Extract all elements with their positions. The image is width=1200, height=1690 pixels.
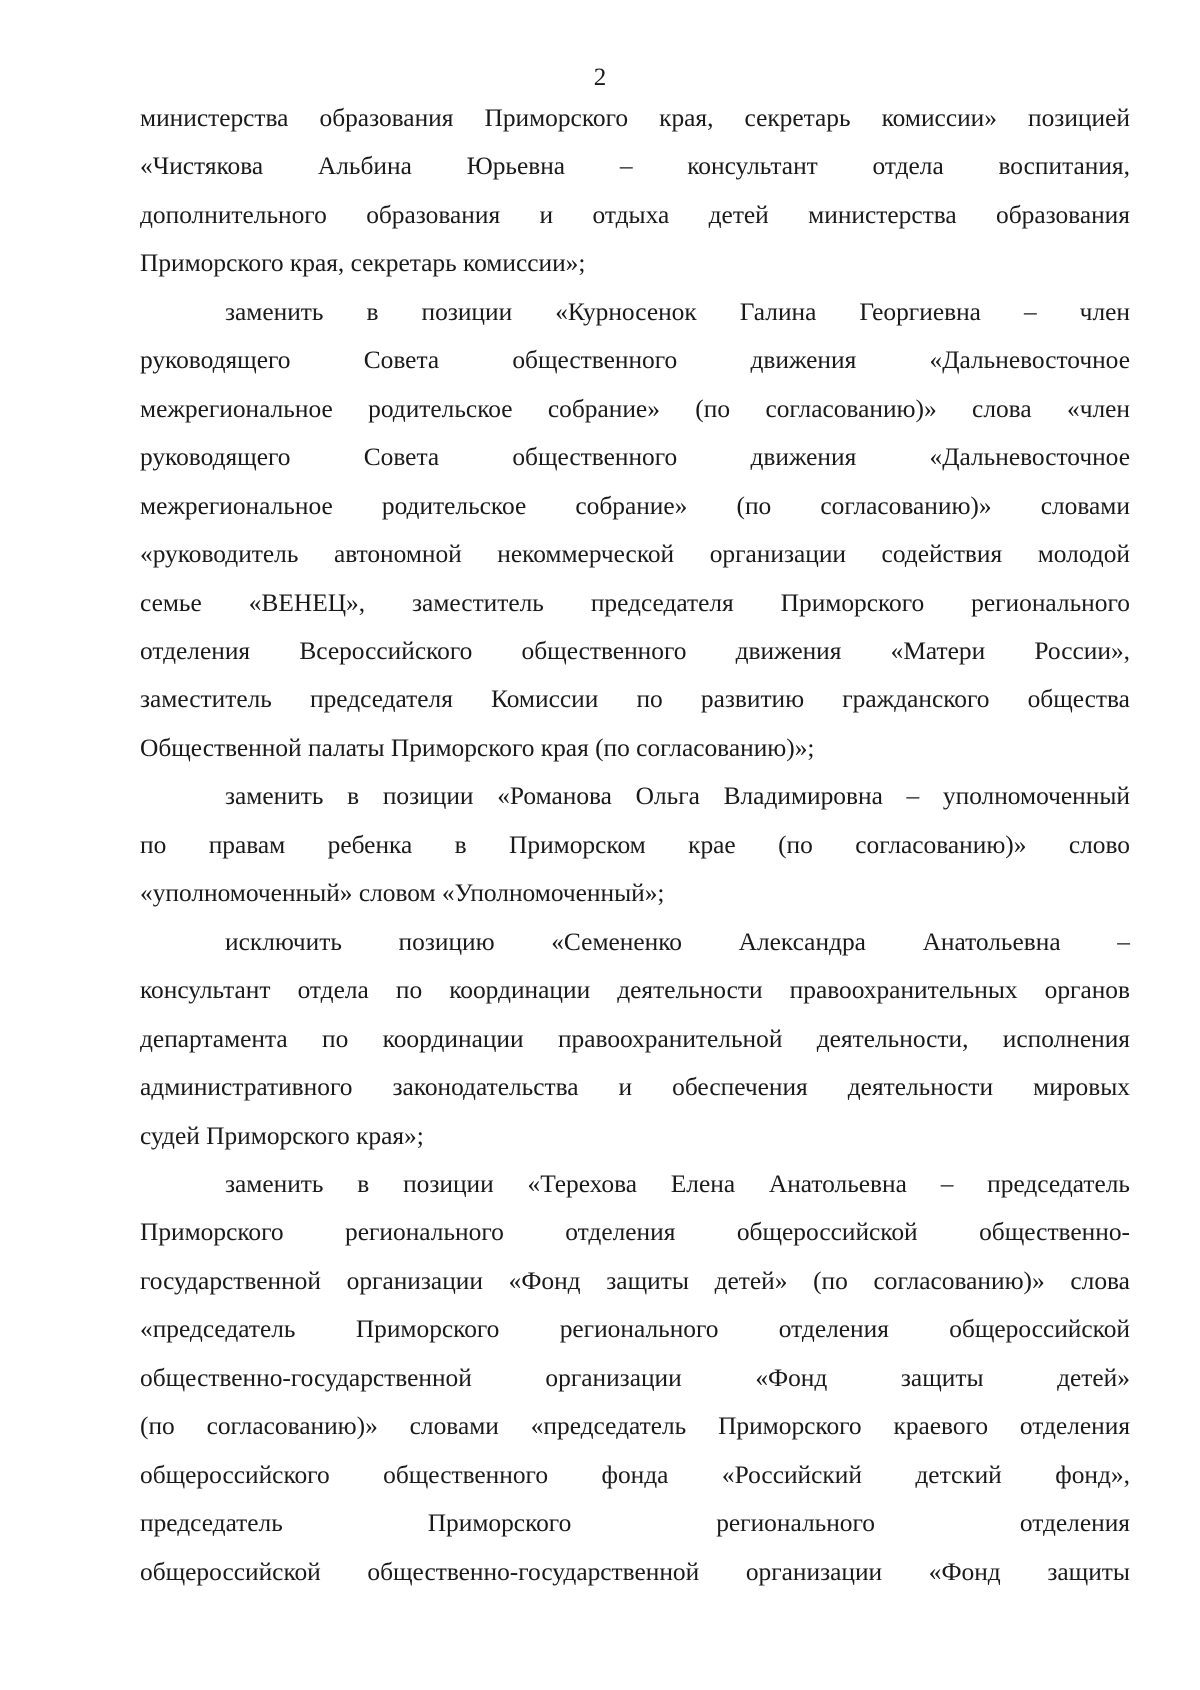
text-line xyxy=(140,1354,1130,1402)
word: защиты xyxy=(606,1266,689,1295)
word: согласованию)» xyxy=(765,394,937,423)
word: в xyxy=(347,782,360,811)
word: консультант xyxy=(140,976,271,1005)
word: общероссийского xyxy=(140,1460,330,1489)
word: административного xyxy=(140,1073,353,1102)
word: слова xyxy=(972,394,1032,423)
word: «Курносенок xyxy=(555,297,697,326)
text-line xyxy=(140,142,1130,190)
word: по xyxy=(395,976,423,1005)
word: собрание» xyxy=(575,491,688,520)
word: Юрьевна xyxy=(466,152,566,181)
word: детей» xyxy=(1057,1363,1130,1392)
word: детский xyxy=(915,1460,1002,1489)
text-line xyxy=(140,1548,1130,1596)
word: Совета xyxy=(363,346,440,375)
text-line xyxy=(140,1257,1130,1305)
word: отделения xyxy=(565,1218,676,1247)
word: отдыха xyxy=(592,200,670,229)
word: защиты xyxy=(900,1363,984,1392)
word: развитию xyxy=(700,685,805,714)
text-line: «уполномоченный» словом «Уполномоченный»; xyxy=(140,879,665,908)
word: согласованию)» xyxy=(855,830,1027,859)
word: организации xyxy=(346,1266,483,1295)
word: крае xyxy=(688,830,736,859)
word: краевого xyxy=(893,1412,989,1441)
word: – xyxy=(940,1169,954,1198)
word: Всероссийского xyxy=(299,636,473,665)
word: заместитель xyxy=(140,685,272,714)
word: «Терехова xyxy=(527,1169,637,1198)
word: правоохранительной xyxy=(557,1024,783,1053)
word: обеспечения xyxy=(672,1073,808,1102)
text-line: Общественной палаты Приморского края (по согласованию)»; xyxy=(140,733,815,762)
word: общественно- xyxy=(979,1218,1130,1247)
word: руководящего xyxy=(140,346,291,375)
text-line xyxy=(140,1451,1130,1499)
word: Владимировна xyxy=(723,782,883,811)
word: – xyxy=(906,782,920,811)
word: секретарь xyxy=(744,104,851,132)
word: России», xyxy=(1034,636,1130,665)
word: родительское xyxy=(368,394,513,423)
word: Альбина xyxy=(317,152,412,181)
word: организации xyxy=(545,1363,682,1392)
word: защиты xyxy=(1047,1557,1130,1586)
word: воспитания, xyxy=(998,152,1130,181)
word: (по xyxy=(778,830,813,859)
word: «Романова xyxy=(497,782,612,811)
text-line xyxy=(140,966,1130,1014)
word: молодой xyxy=(1037,540,1130,569)
word: отдела xyxy=(872,152,944,181)
word: позиции xyxy=(403,1169,494,1198)
word: Приморского xyxy=(355,1315,500,1344)
word: органов xyxy=(1044,976,1130,1005)
word: «Российский xyxy=(721,1460,862,1489)
word: общественного xyxy=(512,443,678,472)
document-body xyxy=(140,94,1130,1596)
word: «Фонд xyxy=(508,1266,581,1295)
word: (по xyxy=(813,1266,848,1295)
word: заменить xyxy=(225,1169,324,1198)
word: Галина xyxy=(739,297,817,326)
word: исполнения xyxy=(1002,1024,1130,1053)
word: межрегиональное xyxy=(140,394,333,423)
word: руководящего xyxy=(140,443,291,472)
word: заменить xyxy=(225,297,324,326)
word: согласованию)» xyxy=(873,1266,1045,1295)
word: общественно-государственной xyxy=(140,1363,472,1392)
text-line xyxy=(140,1208,1130,1256)
word: правам xyxy=(208,830,286,859)
word: деятельности, xyxy=(816,1024,969,1053)
text-line xyxy=(140,191,1130,239)
text-line xyxy=(140,918,1130,966)
text-line xyxy=(140,821,1130,869)
word: (по xyxy=(140,1412,175,1441)
word: и xyxy=(539,200,554,229)
word: отделения xyxy=(140,636,251,665)
word: словами xyxy=(1040,491,1130,520)
word: консультант xyxy=(687,152,818,181)
word: координации xyxy=(382,1024,524,1053)
word: фонда xyxy=(601,1460,669,1489)
word: детей xyxy=(708,200,769,229)
word: регионального xyxy=(716,1509,875,1538)
word: организации xyxy=(745,1557,883,1586)
word: движения xyxy=(750,443,857,472)
word: «член xyxy=(1067,394,1130,423)
word: председателя xyxy=(309,685,453,714)
word: края, xyxy=(659,104,714,132)
word: собрание» xyxy=(547,394,660,423)
word: ребенка xyxy=(327,830,413,859)
word: регионального xyxy=(559,1315,719,1344)
word: Приморского xyxy=(427,1509,572,1538)
word: отдела xyxy=(297,976,369,1005)
word: автономной xyxy=(333,540,462,569)
text-line xyxy=(140,385,1130,433)
word: по xyxy=(322,1024,349,1053)
word: движения xyxy=(750,346,857,375)
word: общественно-государственной xyxy=(367,1557,700,1586)
word: в xyxy=(357,1169,370,1198)
word: согласованию)» xyxy=(206,1412,378,1441)
text-line xyxy=(140,579,1130,627)
word: общероссийской xyxy=(140,1557,321,1586)
word: слова xyxy=(1070,1266,1130,1295)
word: движения xyxy=(735,636,842,665)
word: Совета xyxy=(363,443,440,472)
word: по xyxy=(636,685,663,714)
text-line xyxy=(140,94,1130,142)
word: координации xyxy=(449,976,591,1005)
word: образования xyxy=(319,104,454,132)
text-line xyxy=(140,627,1130,675)
word: Комиссии xyxy=(491,685,599,714)
word: позиции xyxy=(421,297,513,326)
word: министерства xyxy=(140,104,289,132)
word: образования xyxy=(366,200,501,229)
word: исключить xyxy=(225,927,342,956)
text-line: Приморского края, секретарь комиссии»; xyxy=(140,249,586,278)
word: общественного xyxy=(383,1460,549,1489)
word: Анатольевна xyxy=(768,1169,907,1198)
text-line xyxy=(140,336,1130,384)
word: «Дальневосточное xyxy=(929,443,1130,472)
word: Елена xyxy=(670,1169,736,1198)
word: регионального xyxy=(971,588,1130,617)
word: «Чистякова xyxy=(140,152,264,181)
word: общественного xyxy=(512,346,678,375)
word: отделения xyxy=(1019,1412,1130,1441)
text-line xyxy=(140,772,1130,820)
word: министерства xyxy=(808,200,957,229)
word: (по xyxy=(695,394,731,423)
word: «ВЕНЕЦ», xyxy=(248,588,366,617)
word: Приморского xyxy=(140,1218,284,1247)
word: организации xyxy=(709,540,847,569)
page-number: 2 xyxy=(593,64,607,91)
word: «председатель xyxy=(530,1412,687,1441)
word: «руководитель xyxy=(140,540,299,569)
word: общественного xyxy=(521,636,687,665)
word: (по xyxy=(736,491,772,520)
word: Приморском xyxy=(509,830,646,859)
word: Александра xyxy=(738,927,866,956)
text-line xyxy=(140,530,1130,578)
word: Приморского xyxy=(484,104,629,132)
word: регионального xyxy=(345,1218,504,1247)
word: «Матери xyxy=(890,636,986,665)
word: содействия xyxy=(881,540,1003,569)
word: позицией xyxy=(1028,104,1130,132)
word: законодательства xyxy=(392,1073,579,1102)
word: «Фонд xyxy=(755,1363,828,1392)
text-line xyxy=(140,675,1130,723)
word: некоммерческой xyxy=(497,540,675,569)
word: образования xyxy=(996,200,1130,229)
word: уполномоченный xyxy=(942,782,1130,811)
word: фонд», xyxy=(1055,1460,1130,1489)
word: деятельности xyxy=(847,1073,994,1102)
word: общероссийской xyxy=(736,1218,918,1247)
word: семье xyxy=(140,588,202,617)
word: гражданского xyxy=(842,685,990,714)
text-line xyxy=(140,288,1130,336)
word: и xyxy=(618,1073,633,1102)
word: департамента xyxy=(140,1024,288,1053)
word: в xyxy=(454,830,467,859)
word: Анатольевна xyxy=(922,927,1061,956)
word: «Фонд xyxy=(928,1557,1001,1586)
word: слово xyxy=(1068,830,1130,859)
word: Георгиевна xyxy=(859,297,981,326)
text-line xyxy=(140,1499,1130,1547)
word: в xyxy=(366,297,379,326)
text-line xyxy=(140,433,1130,481)
word: «Семененко xyxy=(551,927,682,956)
word: Приморского xyxy=(718,1412,862,1441)
word: комиссии» xyxy=(881,104,997,132)
word: председатель xyxy=(987,1169,1130,1198)
word: «Дальневосточное xyxy=(929,346,1130,375)
word: по xyxy=(140,830,167,859)
text-line xyxy=(140,1402,1130,1450)
word: позиции xyxy=(382,782,474,811)
text-line xyxy=(140,1160,1130,1208)
word: межрегиональное xyxy=(140,491,333,520)
word: государственной xyxy=(140,1266,321,1295)
word: позицию xyxy=(398,927,495,956)
word: – xyxy=(1023,297,1037,326)
word: Приморского xyxy=(780,588,925,617)
word: отделения xyxy=(778,1315,889,1344)
word: отделения xyxy=(1019,1509,1130,1538)
word: общества xyxy=(1027,685,1130,714)
word: словами xyxy=(409,1412,499,1441)
word: заменить xyxy=(225,782,324,811)
text-line xyxy=(140,1063,1130,1111)
word: мировых xyxy=(1033,1073,1130,1102)
word: деятельности xyxy=(617,976,763,1005)
word: член xyxy=(1079,297,1130,326)
word: общероссийской xyxy=(949,1315,1130,1344)
word: дополнительного xyxy=(140,200,327,229)
word: правоохранительных xyxy=(789,976,1018,1005)
word: председателя xyxy=(590,588,734,617)
text-line xyxy=(140,482,1130,530)
text-line: судей Приморского края»; xyxy=(140,1121,424,1150)
text-line xyxy=(140,1305,1130,1353)
word: «председатель xyxy=(140,1315,296,1344)
word: родительское xyxy=(381,491,527,520)
word: заместитель xyxy=(412,588,544,617)
text-line xyxy=(140,1015,1130,1063)
word: согласованию)» xyxy=(820,491,992,520)
word: – xyxy=(619,152,633,181)
word: детей» xyxy=(714,1266,788,1295)
word: председатель xyxy=(140,1509,283,1538)
word: Ольга xyxy=(635,782,700,811)
word: – xyxy=(1117,927,1130,956)
